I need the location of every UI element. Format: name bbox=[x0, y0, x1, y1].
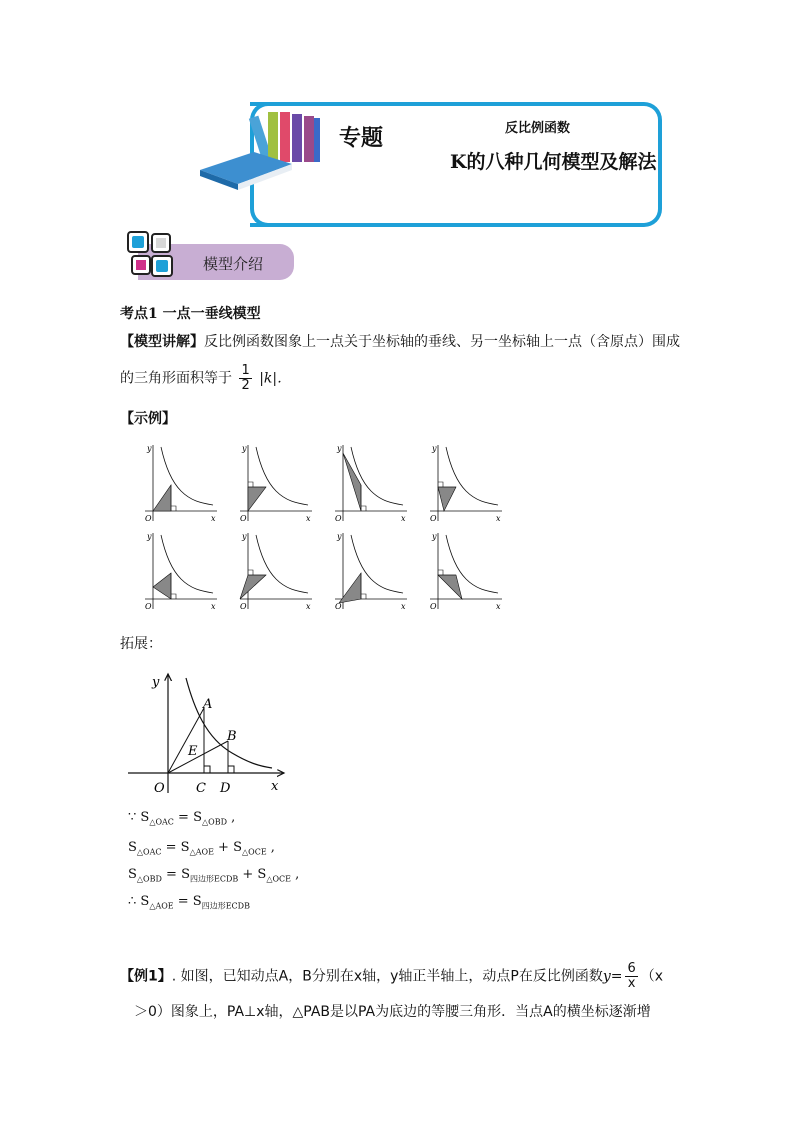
thumb-label-o: O bbox=[430, 602, 437, 611]
example-thumbnail bbox=[335, 532, 407, 611]
example-thumbnail bbox=[335, 445, 407, 523]
equation-1: ∵ $S_{\triangle OAC} = S_{\triangle OBD}$ , bbox=[128, 810, 236, 827]
example-thumbnail bbox=[430, 532, 502, 611]
books-icon bbox=[196, 108, 326, 190]
example-thumbnail bbox=[145, 445, 217, 523]
thumb-label-y: y bbox=[432, 445, 437, 453]
thumb-label-o: O bbox=[240, 514, 247, 523]
extension-diagram bbox=[124, 668, 294, 798]
explain-tag: 【模型讲解】 bbox=[120, 334, 204, 350]
thumb-label-x: x bbox=[306, 514, 311, 523]
example-thumbnail bbox=[240, 445, 312, 523]
thumb-label-x: x bbox=[401, 514, 406, 523]
diagram-label-e: E bbox=[188, 744, 198, 759]
diagram-label-o: O bbox=[154, 781, 165, 796]
one-half-fraction: $\frac{1}{2}$ bbox=[241, 363, 250, 393]
thumb-label-x: x bbox=[211, 514, 216, 523]
example1-line1: 【例1】. 如图，已知动点A，B分别在x轴，y轴正半轴上，动点P在反比例函数y= $\frac{6}{x}$ （x bbox=[120, 961, 664, 991]
section-label: 模型介绍 bbox=[203, 255, 264, 273]
thumb-label-o: O bbox=[430, 514, 437, 523]
thumb-label-x: x bbox=[211, 602, 216, 611]
thumb-label-x: x bbox=[496, 602, 501, 611]
thumb-label-x: x bbox=[401, 602, 406, 611]
diagram-label-x: x bbox=[271, 779, 279, 794]
diagram-label-y: y bbox=[152, 675, 160, 690]
abs-k: |k|． bbox=[259, 370, 292, 387]
equation-3: $S_{\triangle OBD} = S_{四边形ECDB} + S_{\triangle OCE}$ , bbox=[128, 867, 300, 884]
example1-line2: ＞0）图象上，PA⊥x轴，△PAB是以PA为底边的等腰三角形．当点A的横坐标逐渐增 bbox=[134, 1004, 651, 1020]
thumb-label-y: y bbox=[242, 532, 247, 541]
thumb-label-x: x bbox=[496, 514, 501, 523]
thumb-label-y: y bbox=[337, 445, 342, 453]
subtitle-top: 反比例函数 bbox=[505, 121, 571, 136]
diagram-label-a: A bbox=[203, 697, 213, 712]
diagram-label-b: B bbox=[227, 729, 237, 744]
example-thumbnails bbox=[145, 445, 525, 615]
example-thumbnail bbox=[145, 532, 217, 611]
diagram-label-d: D bbox=[220, 781, 231, 796]
thumb-label-o: O bbox=[240, 602, 247, 611]
thumb-label-o: O bbox=[145, 514, 152, 523]
example-thumbnail bbox=[240, 532, 312, 611]
thumb-label-y: y bbox=[147, 532, 152, 541]
thumb-label-y: y bbox=[337, 532, 342, 541]
thumb-label-y: y bbox=[147, 445, 152, 453]
zhuanti-label: 专题 bbox=[339, 126, 384, 151]
example-tag: 【示例】 bbox=[120, 411, 176, 427]
example-thumbnail bbox=[430, 445, 502, 523]
thumb-label-y: y bbox=[432, 532, 437, 541]
kaodian1-heading: 考点1 一点一垂线模型 bbox=[120, 306, 261, 322]
extension-label: 拓展： bbox=[120, 636, 162, 652]
equation-2: $S_{\triangle OAC} = S_{\triangle AOE} + S_{\triangle OCE}$ , bbox=[128, 840, 275, 857]
thumb-label-y: y bbox=[242, 445, 247, 453]
thumb-label-o: O bbox=[335, 602, 342, 611]
thumb-label-x: x bbox=[306, 602, 311, 611]
equation-4: ∴ $S_{\triangle AOE} = S_{四边形ECDB}$ bbox=[128, 894, 250, 911]
diagram-label-c: C bbox=[196, 781, 206, 796]
subtitle-main: K的八种几何模型及解法 bbox=[450, 151, 657, 173]
explain-text-2: 的三角形面积等于 bbox=[120, 370, 232, 387]
explain-text-1: 反比例函数图象上一点关于坐标轴的垂线、另一坐标轴上一点（含原点）围成 bbox=[204, 334, 680, 350]
squares-icon bbox=[126, 230, 176, 280]
thumb-label-o: O bbox=[145, 602, 152, 611]
thumb-label-o: O bbox=[335, 514, 342, 523]
